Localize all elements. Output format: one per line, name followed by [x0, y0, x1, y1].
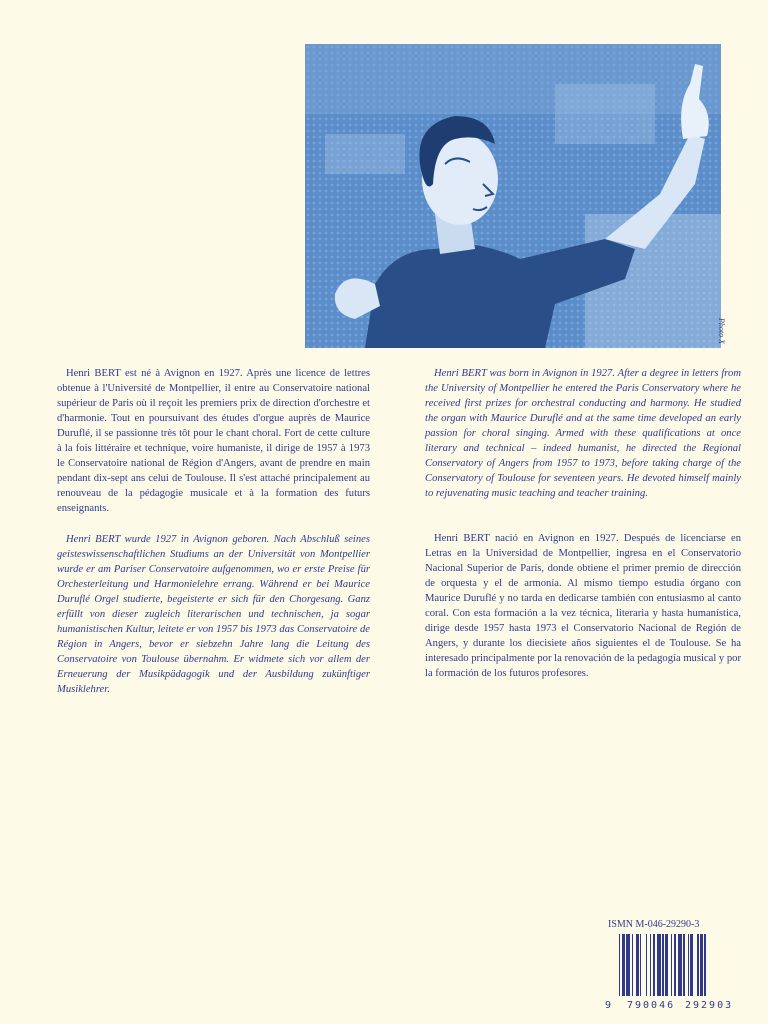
- barcode-bar: [683, 934, 684, 996]
- barcode-bar: [619, 934, 620, 996]
- barcode-bar: [671, 934, 672, 996]
- bio-english: Henri BERT was born in Avignon in 1927. After a degree in letters from the University of Montpellier he entered the Paris Conservatory where he received first prizes for orchestral conducting and harmony. He studied the organ with Maurice Duruflé and at the same time developed an early passion for choral singing. Armed with these qualifications at once literary and technical – indeed humanist, he directed the Regional Conservatory of Angers from 1957 to 1973, before taking charge of the Conservatory of Toulouse for seventeen years. He devoted himself mainly to rejuvenating music teaching and teacher training.: [425, 368, 741, 499]
- barcode-bar: [653, 934, 656, 996]
- barcode-bar: [632, 934, 633, 996]
- barcode-bar: [700, 934, 703, 996]
- barcode-bar: [640, 934, 641, 996]
- photo-credit: Photo X: [717, 318, 726, 344]
- barcode-bar: [646, 934, 647, 996]
- barcode-left-digits: 790046: [627, 1000, 676, 1011]
- barcode-bar: [697, 934, 698, 996]
- barcode-bar: [688, 934, 689, 996]
- barcode-bar: [704, 934, 705, 996]
- barcode-bar: [636, 934, 639, 996]
- barcode-bar: [657, 934, 661, 996]
- bio-spanish: Henri BERT nació en Avignon en 1927. Después de licenciarse en Letras en la Universidad de Montpellier, ingresa en el Conservatorio Nacional Superior de París, donde obtiene el primer premio de dirección de orquesta y el de armonía. Al mismo tiempo estudia órgano con Maurice Duruflé y no tarda en dedicarse también con entusiasmo al canto coral. Con esta formación a la vez técnica, literaria y hasta humanística, dirige desde 1957 hasta 1973 el Conservatorio Nacional de Región de Angers, y durante los diecisiete años siguientes el de Toulouse. Se ha interesado principalmente por la renovación de la pedagogía musical y por la formación de los futuros profesores.: [425, 533, 741, 679]
- barcode-bar: [662, 934, 663, 996]
- barcode-bar: [665, 934, 668, 996]
- barcode-bar: [626, 934, 630, 996]
- barcode-bar: [622, 934, 625, 996]
- bio-german: Henri BERT wurde 1927 in Avignon geboren. Nach Abschluß seines geisteswissenschaftlichen Studiums an der Universität von Montpellier wurde er am Pariser Conservatoire aufgenommen, wo er erste Preise für Orchesterleitung und Harmonielehre errang. Während er bei Maurice Duruflé Orgel studierte, begeisterte er sich für den Chorgesang. Ganz erfüllt von dieser zugleich literarischen und technischen, ja sogar humanistischen Kultur, leitete er von 1957 bis 1973 das Conservatoire de Région in Angers, bevor er siebzehn Jahre lang die Leitung des Conservatoire von Toulouse übernahm. Er widmete sich vor allem der Erneuerung der Musikpädagogik und der Ausbildung zukünftiger Musiklehrer.: [57, 534, 370, 695]
- barcode: [605, 916, 745, 1022]
- barcode-right-digits: 292903: [685, 1000, 734, 1011]
- barcode-bars: [619, 934, 745, 996]
- barcode-lead-digit: 9: [605, 1000, 614, 1011]
- barcode-bar: [690, 934, 693, 996]
- barcode-bar: [678, 934, 682, 996]
- bio-french: Henri BERT est né à Avignon en 1927. Après une licence de lettres obtenue à l'Université de Montpellier, il entre au Conservatoire national supérieur de Paris où il reçoit les premiers prix de direction d'orchestre et d'harmonie. Tout en poursuivant des études d'orgue auprès de Maurice Duruflé, il se passionne très tôt pour le chant choral. Fort de cette culture à la fois littéraire et technique, voire humaniste, il dirige de 1957 à 1973 le Conservatoire national de Région d'Angers, avant de prendre en main pendant dix-sept ans celui de Toulouse. Il s'est attaché principalement au renouveau de la pédagogie musicale et à la formation des futurs enseignants.: [57, 368, 370, 514]
- ismn-label: ISMN M-046-29290-3: [608, 919, 700, 930]
- conductor-photo: [305, 44, 721, 348]
- barcode-bar: [674, 934, 677, 996]
- barcode-bar: [650, 934, 651, 996]
